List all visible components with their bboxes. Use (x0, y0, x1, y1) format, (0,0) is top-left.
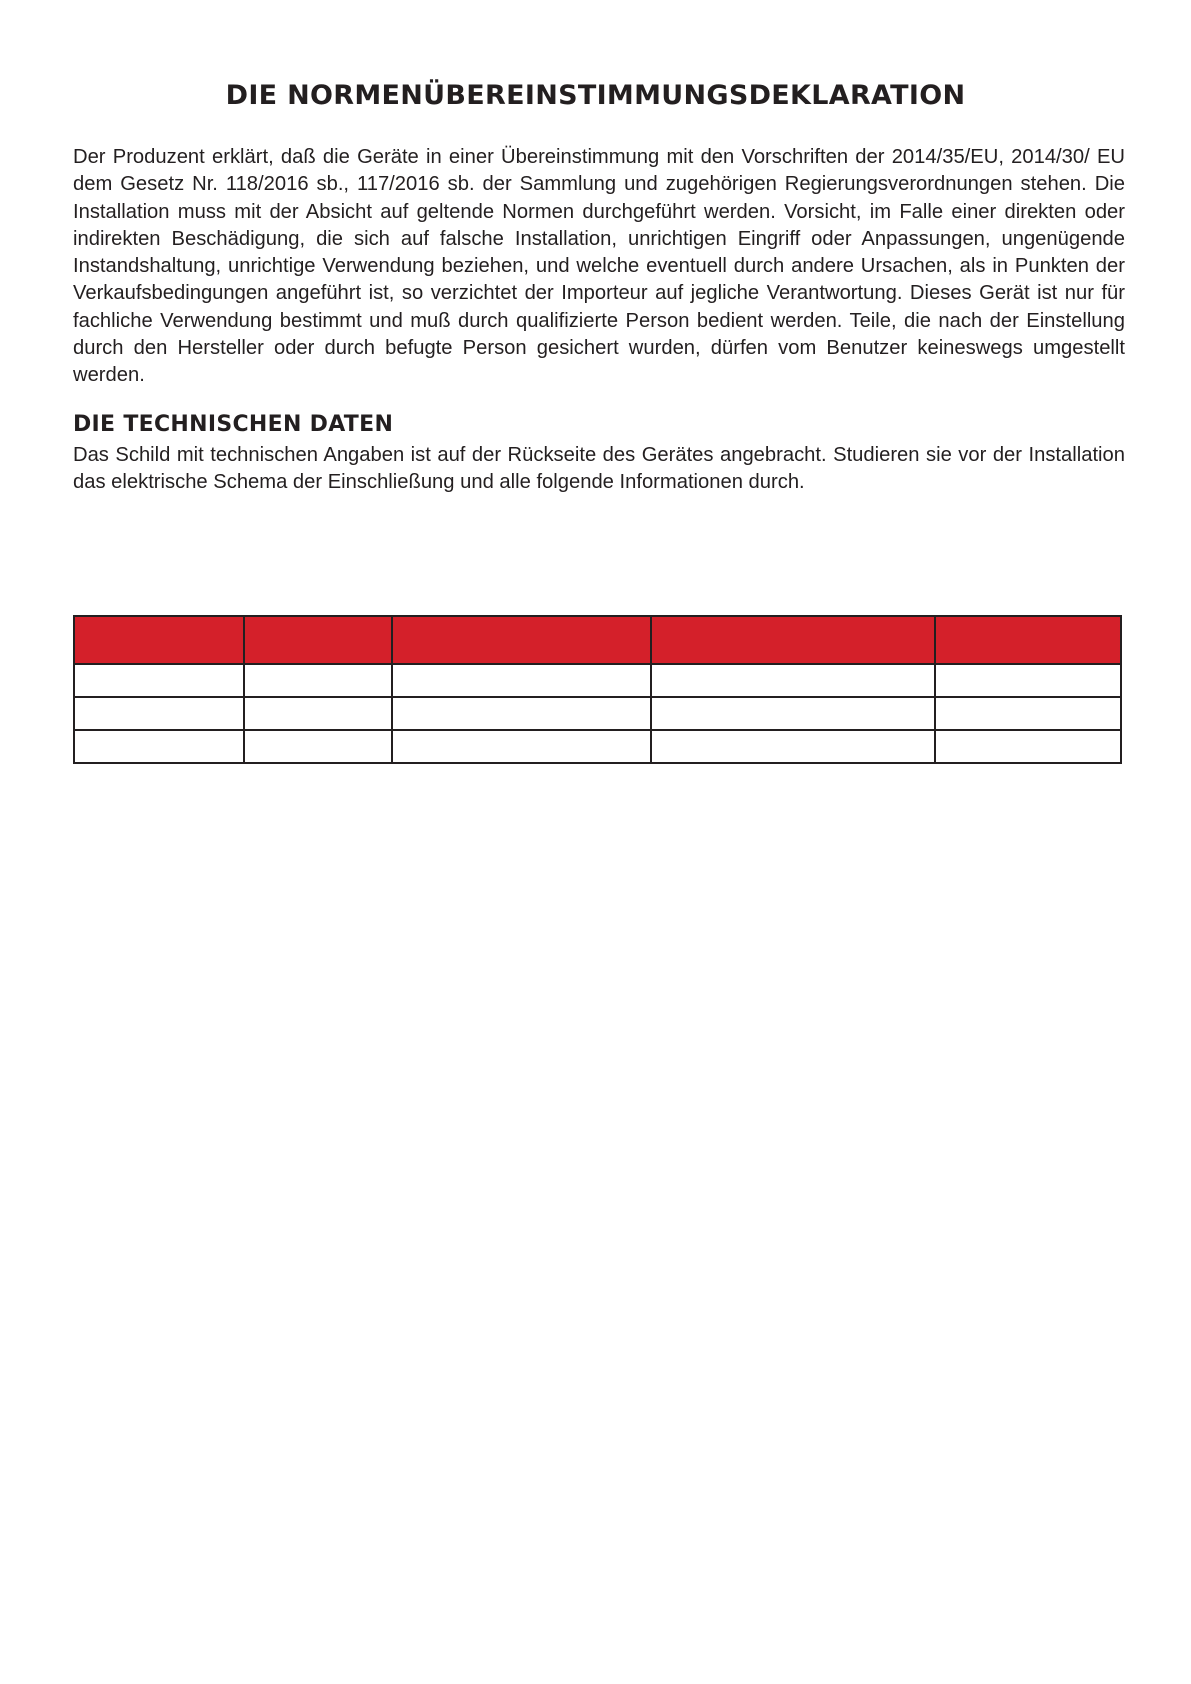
table-cell (392, 730, 651, 763)
table-header-cell (74, 616, 244, 664)
table-header-cell (651, 616, 935, 664)
technical-data-table (73, 615, 1122, 764)
table-header-cell (392, 616, 651, 664)
table-row (74, 730, 1121, 763)
technical-data-heading: DIE TECHNISCHEN DATEN (73, 412, 394, 437)
table-row (74, 664, 1121, 697)
table-cell (651, 730, 935, 763)
table-header-row (74, 616, 1121, 664)
table-cell (651, 697, 935, 730)
table-cell (74, 730, 244, 763)
table-cell (74, 697, 244, 730)
document-title: DIE NORMENÜBEREINSTIMMUNGSDEKLARATION (225, 80, 966, 111)
table-header-cell (244, 616, 392, 664)
table-cell (392, 664, 651, 697)
table-cell (392, 697, 651, 730)
table-cell (244, 730, 392, 763)
table-cell (651, 664, 935, 697)
table-cell (935, 730, 1121, 763)
table-cell (244, 697, 392, 730)
table-cell (935, 664, 1121, 697)
table-header-cell (935, 616, 1121, 664)
table-row (74, 697, 1121, 730)
table-cell (935, 697, 1121, 730)
table-cell (74, 664, 244, 697)
technical-data-paragraph: Das Schild mit technischen Angaben ist auf der Rückseite des Gerätes angebracht. Studieren sie vor der Installation das elektrische Schema der Einschließung und alle folgende Informationen durch. (73, 444, 1125, 494)
declaration-paragraph: Der Produzent erklärt, daß die Geräte in einer Übereinstimmung mit den Vorschriften der 2014/35/EU, 2014/30/ EU dem Gesetz Nr. 118/2016 sb., 117/2016 sb. der Sammlung und zugehörigen Regierungsverordnungen stehen. Die Installation muss mit der Absicht auf geltende Normen durchgeführt werden. Vorsicht, im Falle einer direkten oder indirekten Beschädigung, die sich auf falsche Installation, unrichtigen Eingriff oder Anpassungen, ungenügende Instandshaltung, unrichtige Verwendung beziehen, und welche eventuell durch andere Ursachen, als in Punkten der Verkaufsbedingungen angeführt ist, so verzichtet der Importeur auf jegliche Verantwortung. Dieses Gerät ist nur für fachliche Verwendung bestimmt und muß durch qualifizierte Person bedient werden. Teile, die nach der Einstellung durch den Hersteller oder durch befugte Person gesichert wurden, dürfen vom Benutzer keineswegs umgestellt werden. (73, 146, 1125, 387)
table-cell (244, 664, 392, 697)
